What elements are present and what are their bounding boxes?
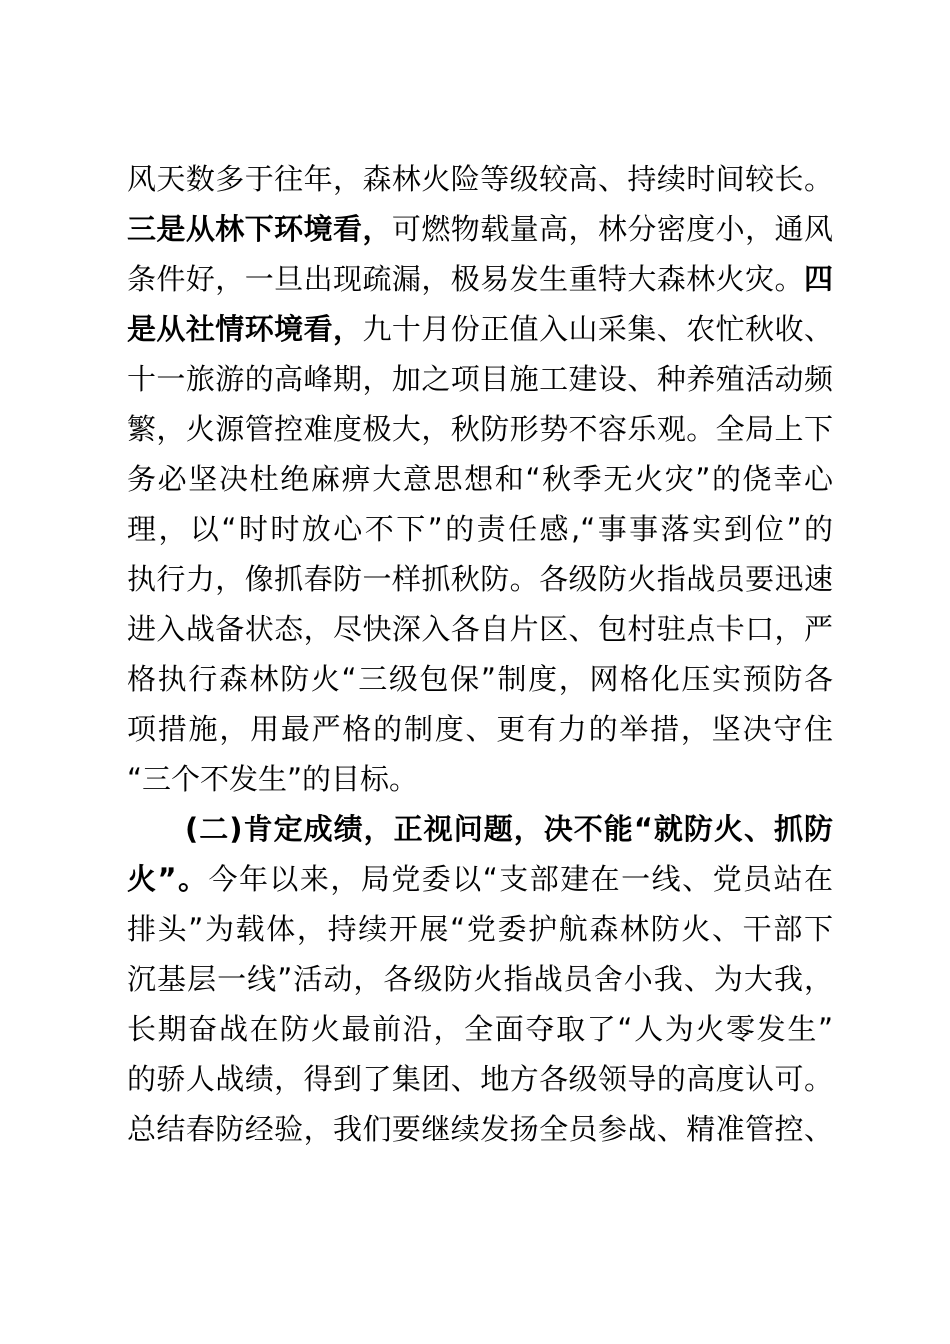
text-line bbox=[127, 204, 833, 254]
text-run: 进入战备状态，尽快深入各自片区、包村驻点卡口，严 bbox=[127, 612, 833, 646]
text-run: 格执行森林防火“三级包保”制度，网格化压实预防各 bbox=[127, 662, 833, 696]
text-line bbox=[127, 254, 833, 304]
text-run: 风天数多于往年，森林火险等级较高、持续时间较长。 bbox=[127, 162, 833, 196]
text-run: 排头”为载体，持续开展“党委护航森林防火、干部下 bbox=[127, 912, 833, 946]
text-run: 长期奋战在防火最前沿，全面夺取了“人为火零发生” bbox=[127, 1012, 833, 1046]
text-run-bold: (二)肯定成绩，正视问题，决不能“就防火、抓防 bbox=[185, 812, 833, 846]
text-line bbox=[127, 954, 833, 1004]
text-run: 可燃物载量高，林分密度小，通风 bbox=[391, 212, 833, 246]
text-line bbox=[127, 1004, 833, 1054]
text-run-bold: 四 bbox=[803, 262, 833, 296]
text-line-paragraph-end bbox=[127, 754, 833, 804]
text-run: 项措施，用最严格的制度、更有力的举措，坚决守住 bbox=[127, 712, 833, 746]
text-run: “三个不发生”的目标。 bbox=[127, 762, 419, 796]
text-run-bold: 火”。 bbox=[127, 862, 209, 896]
text-line bbox=[127, 404, 833, 454]
document-body bbox=[127, 154, 833, 1154]
text-line bbox=[127, 904, 833, 954]
text-line bbox=[127, 654, 833, 704]
text-run: 繁，火源管控难度极大，秋防形势不容乐观。全局上下 bbox=[127, 412, 833, 446]
text-run: 的骄人战绩，得到了集团、地方各级领导的高度认可。 bbox=[127, 1062, 833, 1096]
text-line bbox=[127, 154, 833, 204]
text-line bbox=[127, 854, 833, 904]
text-line bbox=[127, 504, 833, 554]
text-run: 总结春防经验，我们要继续发扬全员参战、精准管控、 bbox=[127, 1112, 833, 1146]
text-run: 今年以来，局党委以“支部建在一线、党员站在 bbox=[208, 862, 833, 896]
text-line bbox=[127, 454, 833, 504]
text-line bbox=[127, 1104, 833, 1154]
text-line bbox=[127, 304, 833, 354]
text-run-bold: 三是从林下环境看， bbox=[127, 212, 392, 246]
text-run: 执行力，像抓春防一样抓秋防。各级防火指战员要迅速 bbox=[127, 562, 833, 596]
text-run: 务必坚决杜绝麻痹大意思想和“秋季无火灾”的侥幸心 bbox=[127, 462, 833, 496]
text-run: 理，以“时时放心不下”的责任感,“事事落实到位”的 bbox=[127, 512, 833, 546]
text-run-bold: 是从社情环境看， bbox=[127, 312, 363, 346]
text-line bbox=[127, 554, 833, 604]
text-line bbox=[127, 354, 833, 404]
text-run: 条件好，一旦出现疏漏，极易发生重特大森林火灾。 bbox=[127, 262, 804, 296]
text-line bbox=[127, 1054, 833, 1104]
text-run: 沉基层一线”活动，各级防火指战员舍小我、为大我， bbox=[127, 962, 833, 996]
text-run: 九十月份正值入山采集、农忙秋收、 bbox=[362, 312, 833, 346]
section-heading-line bbox=[127, 804, 833, 854]
text-run: 十一旅游的高峰期，加之项目施工建设、种养殖活动频 bbox=[127, 362, 833, 396]
text-line bbox=[127, 704, 833, 754]
text-line bbox=[127, 604, 833, 654]
